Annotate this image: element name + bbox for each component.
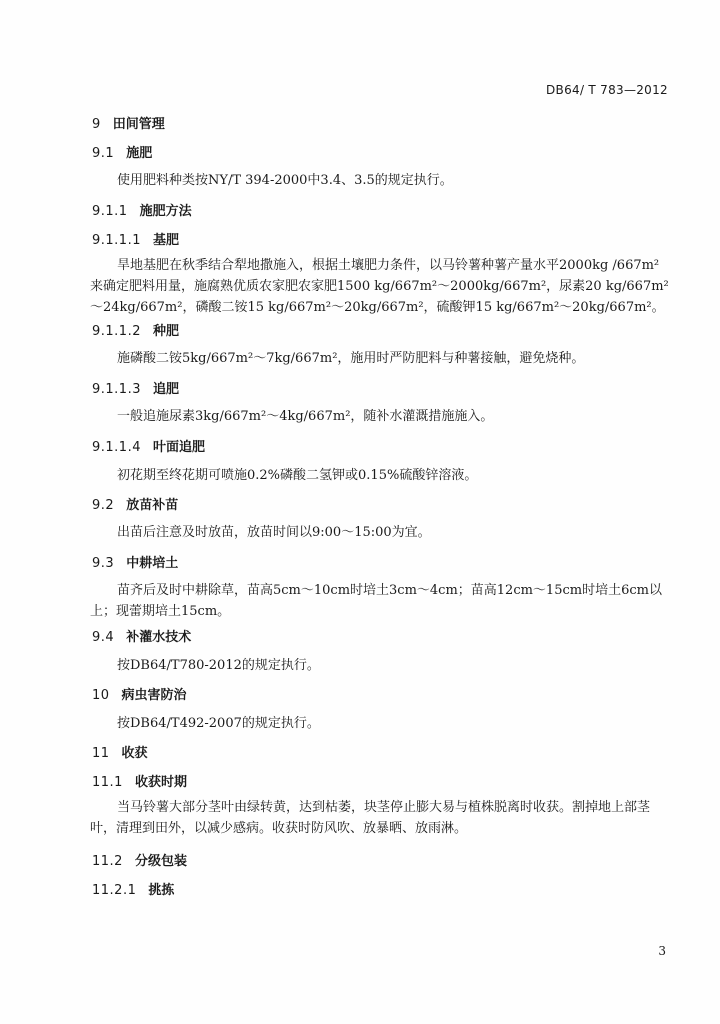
- section-heading: [92, 742, 148, 761]
- paragraph: 按DB64/T492-2007的规定执行。: [117, 716, 320, 731]
- section-title: 施肥: [126, 146, 153, 161]
- section-title: 追肥: [152, 382, 179, 397]
- section-title: 基肥: [152, 233, 179, 248]
- section-title: 收获时期: [134, 775, 187, 790]
- section-number: 11.1: [92, 775, 123, 790]
- section-title: 叶面追肥: [152, 440, 205, 455]
- section-heading: [92, 378, 179, 397]
- paragraph: 施磷酸二铵5kg/667m²～7kg/667m²，施用时严防肥料与种薯接触，避免烧种。: [117, 351, 585, 366]
- section-number: 9.3: [92, 556, 115, 571]
- section-heading: [92, 229, 179, 248]
- section-number: 9.1: [92, 146, 115, 161]
- section-heading: [92, 684, 187, 703]
- paragraph: 苗齐后及时中耕除草，苗高5cm～10cm时培土3cm～4cm；苗高12cm～15cm时培土6cm以上；现蕾期培土15cm。: [90, 583, 662, 619]
- section-heading: [92, 436, 205, 455]
- section-title: 补灌水技术: [126, 630, 192, 645]
- section-title: 病虫害防治: [121, 688, 187, 703]
- section-number: 9.1.1: [92, 204, 128, 219]
- standard-code: DB64/ T 783—2012: [546, 83, 668, 97]
- paragraph: 一般追施尿素3kg/667m²～4kg/667m²，随补水灌溉措施施入。: [117, 409, 494, 424]
- section-title: 挑拣: [148, 883, 175, 898]
- section-heading: [92, 626, 191, 645]
- section-title: 种肥: [152, 324, 179, 339]
- section-number: 11.2.1: [92, 883, 137, 898]
- section-number: 9.1.1.3: [92, 382, 141, 397]
- section-title: 放苗补苗: [126, 498, 179, 513]
- section-title: 田间管理: [112, 117, 165, 132]
- section-number: 9.2: [92, 498, 115, 513]
- section-number: 11: [92, 746, 110, 761]
- section-heading: [92, 879, 174, 898]
- section-title: 分级包装: [134, 854, 187, 869]
- section-title: 施肥方法: [139, 204, 192, 219]
- section-number: 9.1.1.1: [92, 233, 141, 248]
- section-heading: [92, 494, 178, 513]
- section-title: 收获: [121, 746, 148, 761]
- section-heading: [92, 771, 187, 790]
- paragraph: 使用肥料种类按NY/T 394-2000中3.4、3.5的规定执行。: [117, 173, 453, 188]
- section-number: 9: [92, 117, 101, 132]
- paragraph: 旱地基肥在秋季结合犁地撒施入，根据土壤肥力条件，以马铃薯种薯产量水平2000kg /667m²来确定肥料用量，施腐熟优质农家肥农家肥1500 kg/667m²～2000kg/667m²，尿素20 kg/667m²～24kg/667m²，磷酸二铵15 kg/667m²～20kg/667m²，硫酸钾15 kg/667m²～20kg/667m²。: [90, 258, 669, 315]
- section-heading: [92, 552, 178, 571]
- section-heading: [92, 850, 187, 869]
- paragraph: 初花期至终花期可喷施0.2%磷酸二氢钾或0.15%硫酸锌溶液。: [117, 468, 478, 483]
- section-number: 9.1.1.4: [92, 440, 141, 455]
- section-number: 10: [92, 688, 110, 703]
- section-heading: [92, 320, 179, 339]
- section-number: 11.2: [92, 854, 123, 869]
- page-number: 3: [658, 944, 666, 958]
- section-heading: [92, 200, 192, 219]
- section-heading: [92, 142, 152, 161]
- section-number: 9.4: [92, 630, 115, 645]
- section-number: 9.1.1.2: [92, 324, 141, 339]
- paragraph: 出苗后注意及时放苗，放苗时间以9:00～15:00为宜。: [117, 525, 431, 540]
- paragraph: 按DB64/T780-2012的规定执行。: [117, 658, 320, 673]
- paragraph: 当马铃薯大部分茎叶由绿转黄，达到枯萎，块茎停止膨大易与植株脱离时收获。割掉地上部茎叶，清理到田外，以减少感病。收获时防风吹、放暴晒、放雨淋。: [90, 800, 651, 836]
- section-title: 中耕培土: [126, 556, 179, 571]
- section-heading: [92, 113, 165, 132]
